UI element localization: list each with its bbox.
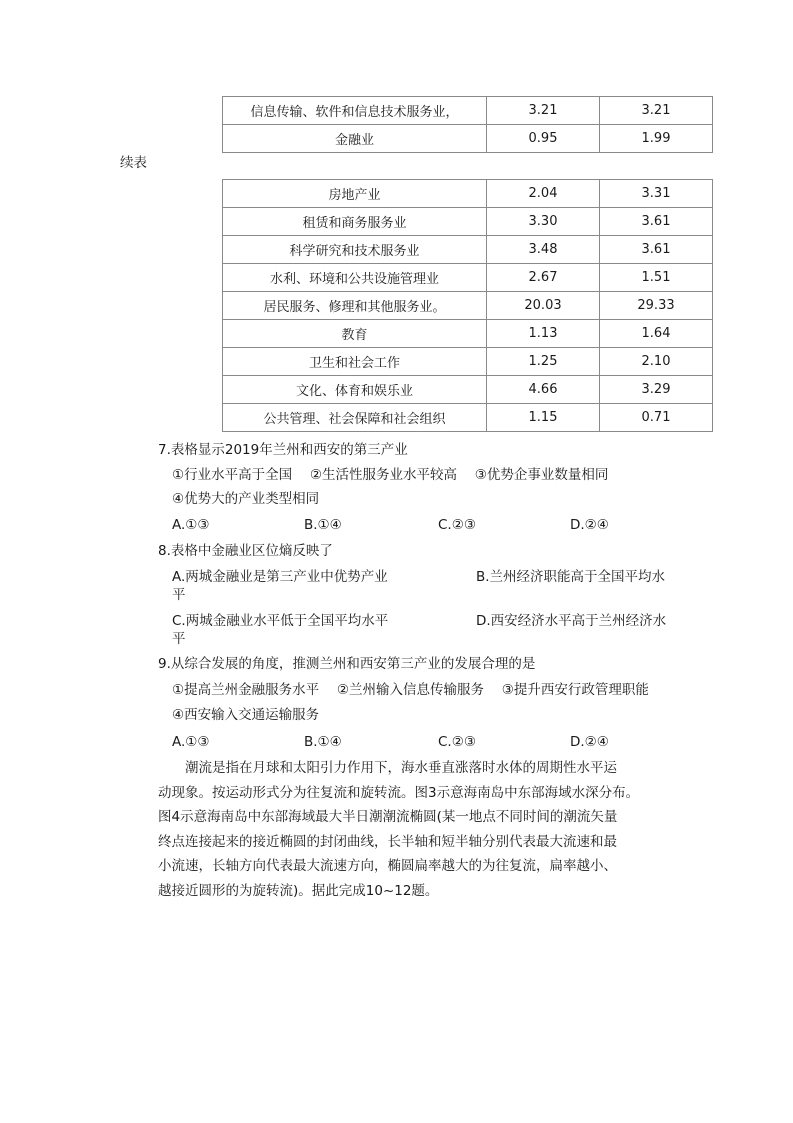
table-cell: 3.21 (600, 97, 713, 125)
table-cell: 卫生和社会工作 (223, 348, 487, 376)
data-table-top (222, 96, 713, 153)
question-7-stem: 7.表格显示2019年兰州和西安的第三产业 (158, 442, 408, 458)
table-row (223, 180, 713, 208)
table-cell: 3.29 (600, 376, 713, 404)
continued-table-label: 续表 (120, 155, 147, 171)
passage-line: 越接近圆形的为旋转流)。据此完成10~12题。 (158, 882, 439, 899)
table-cell: 2.10 (600, 348, 713, 376)
table-row (223, 320, 713, 348)
question-8-option-b: B.兰州经济职能高于全国平均水 (476, 569, 666, 585)
table-row (223, 97, 713, 125)
table-row (223, 292, 713, 320)
passage-line: 潮流是指在月球和太阳引力作用下，海水垂直涨落时水体的周期性水平运 (158, 760, 617, 776)
table-cell: 1.99 (600, 125, 713, 153)
table-cell: 公共管理、社会保障和社会组织 (223, 404, 487, 432)
table-cell: 1.64 (600, 320, 713, 348)
question-9-option-a: A.①③ (172, 734, 210, 750)
passage (158, 756, 658, 903)
table-cell: 教育 (223, 320, 487, 348)
table-row (223, 376, 713, 404)
question-7-statements: ④优势大的产业类型相同 (172, 491, 320, 507)
table-cell: 租赁和商务服务业 (223, 208, 487, 236)
question-8-stem: 8.表格中金融业区位熵反映了 (158, 543, 333, 559)
question-8-option-a: A.两城金融业是第三产业中优势产业 (172, 569, 388, 585)
question-7-statements: ①行业水平高于全国 ②生活性服务业水平较高 ③优势企事业数量相同 (172, 467, 609, 483)
table-cell: 房地产业 (223, 180, 487, 208)
question-9-option-c: C.②③ (438, 734, 476, 750)
question-9-statements: ①提高兰州金融服务水平 ②兰州输入信息传输服务 ③提升西安行政管理职能 (172, 682, 649, 698)
table-cell: 4.66 (487, 376, 600, 404)
table-cell: 文化、体育和娱乐业 (223, 376, 487, 404)
data-table-continued (222, 179, 713, 432)
table-cell: 3.21 (487, 97, 600, 125)
passage-line: 动现象。按运动形式分为往复流和旋转流。图3示意海南岛中东部海域水深分布。 (158, 784, 640, 801)
table-cell: 1.25 (487, 348, 600, 376)
table-cell: 金融业 (223, 125, 487, 153)
question-8-option-c: C.两城金融业水平低于全国平均水平 (172, 613, 389, 629)
table-cell: 3.31 (600, 180, 713, 208)
table-row (223, 125, 713, 153)
table-cell: 3.30 (487, 208, 600, 236)
table-cell: 3.48 (487, 236, 600, 264)
table-cell: 水利、环境和公共设施管理业 (223, 264, 487, 292)
table-cell: 2.67 (487, 264, 600, 292)
table-cell: 3.61 (600, 236, 713, 264)
question-7-option-b: B.①④ (304, 517, 342, 533)
question-9-option-d: D.②④ (570, 734, 609, 750)
table-cell: 1.13 (487, 320, 600, 348)
table-row (223, 236, 713, 264)
question-9-option-b: B.①④ (304, 734, 342, 750)
question-7-option-d: D.②④ (570, 517, 609, 533)
table-cell: 科学研究和技术服务业 (223, 236, 487, 264)
table-cell: 0.71 (600, 404, 713, 432)
question-8-option-b-wrap: 平 (172, 587, 186, 603)
table-cell: 0.95 (487, 125, 600, 153)
table-row (223, 348, 713, 376)
question-9-stem: 9.从综合发展的角度，推测兰州和西安第三产业的发展合理的是 (158, 656, 536, 672)
table-cell: 1.51 (600, 264, 713, 292)
table-cell: 20.03 (487, 292, 600, 320)
table-cell: 信息传输、软件和信息技术服务业， (223, 97, 487, 125)
question-7-option-a: A.①③ (172, 517, 210, 533)
table-cell: 2.04 (487, 180, 600, 208)
table-cell: 29.33 (600, 292, 713, 320)
table-row (223, 264, 713, 292)
passage-line: 小流速，长轴方向代表最大流速方向，椭圆扁率越大的为往复流，扁率越小、 (158, 858, 617, 874)
table-row (223, 404, 713, 432)
question-8-option-d: D.西安经济水平高于兰州经济水 (476, 613, 667, 629)
table-cell: 1.15 (487, 404, 600, 432)
question-8-option-d-wrap: 平 (172, 631, 186, 647)
passage-line: 终点连接起来的接近椭圆的封闭曲线，长半轴和短半轴分别代表最大流速和最 (158, 833, 617, 850)
question-9-statements: ④西安输入交通运输服务 (172, 707, 320, 723)
table-cell: 居民服务、修理和其他服务业。 (223, 292, 487, 320)
table-cell: 3.61 (600, 208, 713, 236)
passage-line: 图4示意海南岛中东部海域最大半日潮潮流椭圆(某一地点不同时间的潮流矢量 (158, 809, 618, 825)
question-7-option-c: C.②③ (438, 517, 476, 533)
table-row (223, 208, 713, 236)
